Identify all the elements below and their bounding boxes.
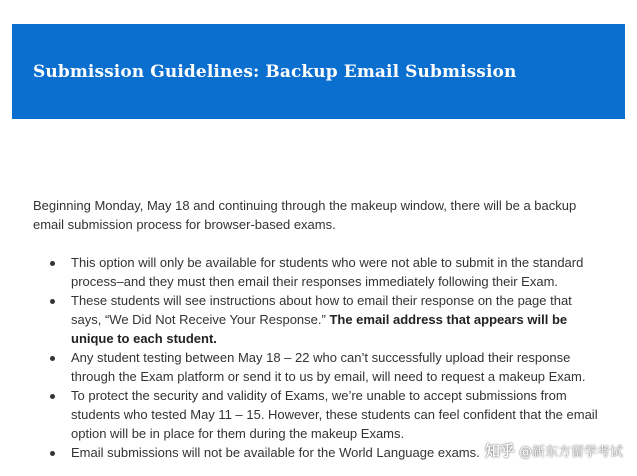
watermark	[485, 442, 623, 462]
header-banner	[12, 24, 625, 119]
bullet-dot-icon	[50, 299, 55, 304]
page-title: Submission Guidelines: Backup Email Submission	[33, 62, 517, 82]
list-item	[33, 386, 603, 443]
list-item-text: To protect the security and validity of Exams, we’re unable to accept submissions from students who tested May 11 – 15. However, these students can feel confident that the email option will be in place for them during the makeup Exams.	[71, 388, 598, 441]
list-item	[33, 253, 603, 291]
list-item	[33, 348, 603, 386]
list-item-text: These students will see instructions about how to email their response on the page that says, “We Did Not Receive Your Response.”	[71, 293, 572, 327]
intro-paragraph: Beginning Monday, May 18 and continuing through the makeup window, there will be a backup email submission process for browser-based exams.	[33, 198, 577, 232]
watermark-logo: 知乎	[484, 442, 515, 460]
article-body	[33, 196, 603, 462]
watermark-text: @新东方留学考试	[518, 445, 623, 460]
bullet-dot-icon	[50, 394, 55, 399]
list-item-text: Email submissions will not be available for the World Language exams.	[71, 445, 480, 460]
bullet-dot-icon	[50, 451, 55, 456]
list-item-text: This option will only be available for students who were not able to submit in the standard process–and they must then email their responses immediately following their Exam.	[71, 255, 584, 289]
bullet-dot-icon	[50, 356, 55, 361]
guidelines-list	[33, 253, 603, 462]
bullet-dot-icon	[50, 261, 55, 266]
list-item-text: Any student testing between May 18 – 22 who can’t successfully upload their response through the Exam platform or send it to us by email, will need to request a makeup Exam.	[71, 350, 586, 384]
list-item	[33, 291, 603, 348]
list-item-bold-text: The email address that appears will be unique to each student.	[71, 312, 568, 346]
